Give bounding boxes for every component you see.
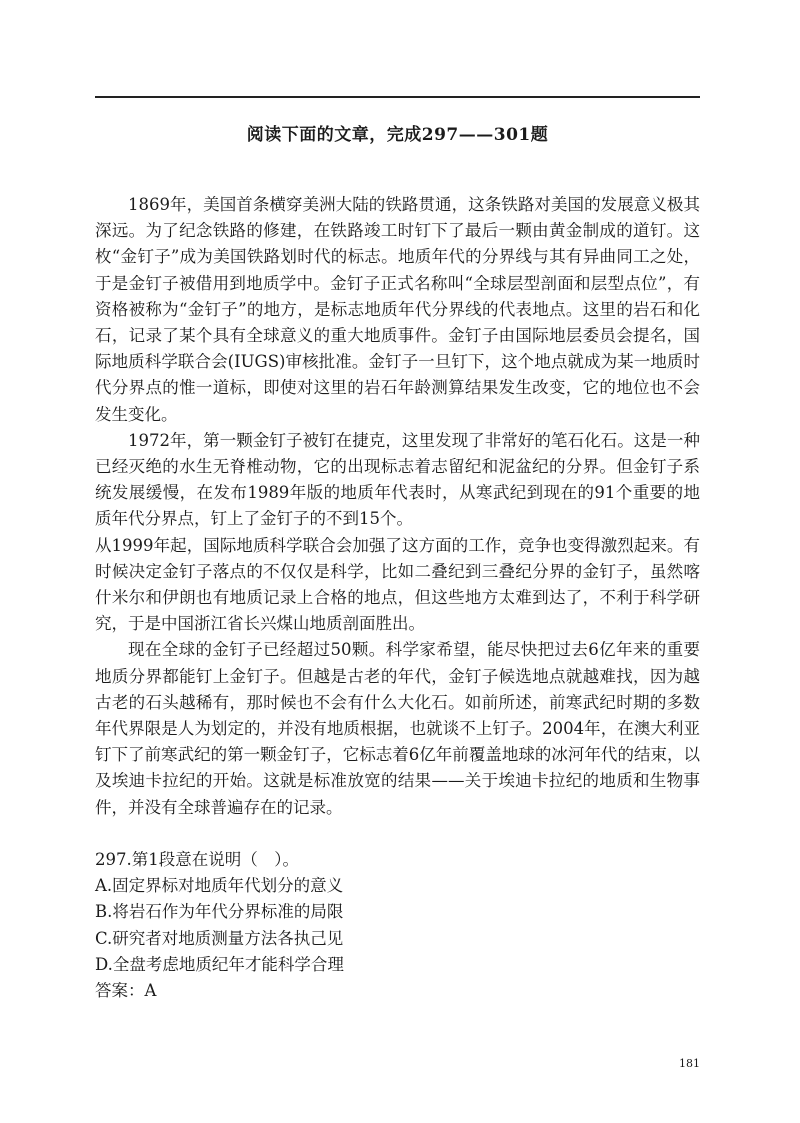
page-title: 阅读下面的文章，完成297——301题 (246, 125, 549, 145)
question-297 (95, 847, 700, 1004)
option-c: C.研究者对地质测量方法各执己见 (95, 928, 344, 948)
paragraph-2: 1972年，第一颗金钉子被钉在捷克，这里发现了非常好的笔石化石。这是一种已经灭绝的水生无脊椎动物，它的出现标志着志留纪和泥盆纪的分界。但金钉子系统发展缓慢，在发布1989年版的地质年代表时，从寒武纪到现在的91个重要的地质年代分界点，钉上了金钉子的不到15个。 (95, 430, 700, 529)
article-body (95, 192, 700, 821)
question-stem: 297.第1段意在说明（ ）。 (95, 850, 299, 869)
top-rule (95, 96, 700, 98)
paragraph-1: 1869年，美国首条横穿美洲大陆的铁路贯通，这条铁路对美国的发展意义极其深远。为了纪念铁路的修建，在铁路竣工时钉下了最后一颗由黄金制成的道钉。这枚“金钉子”成为美国铁路划时代的标志。地质年代的分界线与其有异曲同工之处，于是金钉子被借用到地质学中。金钉子正式名称叫“全球层型剖面和层型点位”，有资格被称为“金钉子”的地方，是标志地质年代分界线的代表地点。这里的岩石和化石，记录了某个具有全球意义的重大地质事件。金钉子由国际地层委员会提名，国际地质科学联合会(IUGS)审核批准。金钉子一旦钉下，这个地点就成为某一地质时代分界点的惟一道标，即使对这里的岩石年龄测算结果发生改变，它的地位也不会发生变化。 (95, 195, 700, 424)
paragraph-3: 从1999年起，国际地质科学联合会加强了这方面的工作，竞争也变得激烈起来。有时候决定金钉子落点的不仅仅是科学，比如二叠纪到三叠纪分界的金钉子，虽然喀什米尔和伊朗也有地质记录上合格的地点，但这些地方太难到达了，不利于科学研究，于是中国浙江省长兴煤山地质剖面胜出。 (95, 535, 700, 634)
option-a: A.固定界标对地质年代划分的意义 (95, 876, 344, 896)
paragraph-4: 现在全球的金钉子已经超过50颗。科学家希望，能尽快把过去6亿年来的重要地质分界都能钉上金钉子。但越是古老的年代，金钉子候选地点就越难找，因为越古老的石头越稀有，那时候也不会有什么大化石。如前所述，前寒武纪时期的多数年代界限是人为划定的，并没有地质根据，也就谈不上钉子。2004年，在澳大利亚钉下了前寒武纪的第一颗金钉子，它标志着6亿年前覆盖地球的冰河年代的结束，以及埃迪卡拉纪的开始。这就是标准放宽的结果——关于埃迪卡拉纪的地质和生物事件，并没有全球普遍存在的记录。 (95, 640, 700, 817)
page-number: 181 (679, 1057, 700, 1070)
answer: 答案：A (95, 981, 157, 1001)
option-d: D.全盘考虑地质纪年才能科学合理 (95, 954, 344, 974)
option-b: B.将岩石作为年代分界标准的局限 (95, 902, 344, 922)
